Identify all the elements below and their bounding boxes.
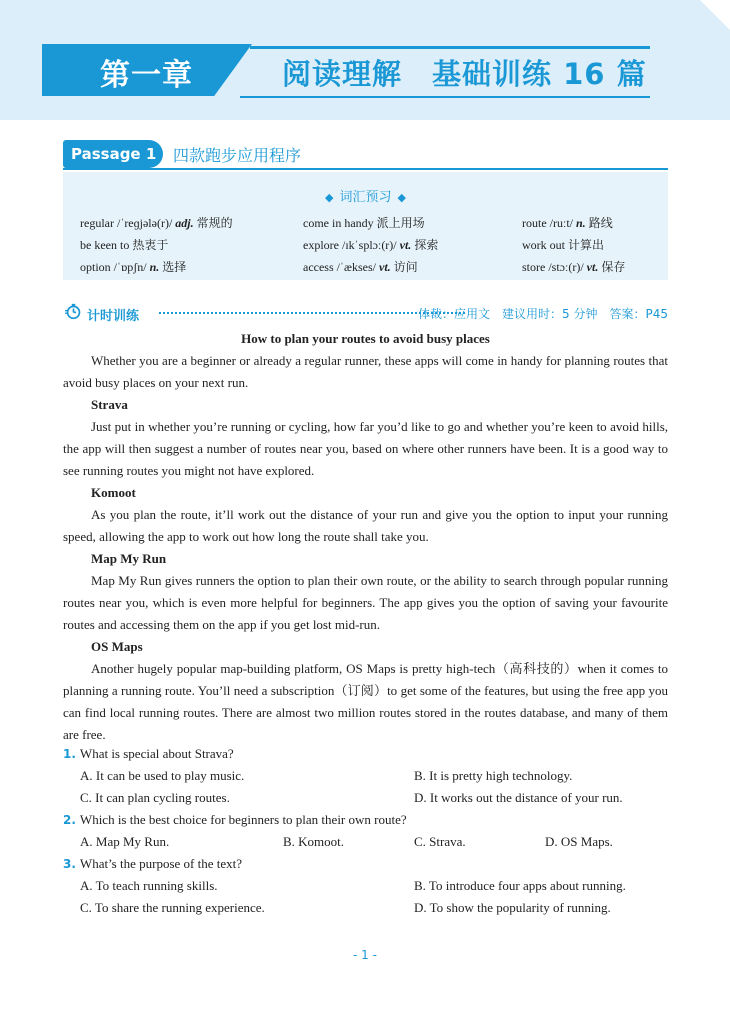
diamond-icon: ◆ — [325, 191, 334, 204]
chapter-label: 第一章 — [100, 58, 193, 93]
vocab-item — [303, 214, 425, 231]
vocab-meaning: 路线 — [588, 216, 613, 230]
article — [63, 328, 668, 746]
question-text: Which is the best choice for beginners to plan their own route? — [79, 812, 407, 827]
vocab-word: option — [80, 260, 111, 274]
vocab-item — [522, 258, 625, 275]
option-row — [63, 765, 668, 787]
article-intro: Whether you are a beginner or already a regular runner, these apps will come in handy for planning routes that avoid busy places on your next run. — [63, 353, 668, 390]
vocab-meaning: 热衷于 — [132, 238, 169, 252]
vocab-item — [303, 258, 418, 275]
option-c[interactable]: C. To share the running experience. — [80, 900, 265, 915]
vocab-item — [522, 214, 613, 231]
question-number: 3. — [63, 857, 76, 871]
vocab-word: route — [522, 216, 547, 230]
vocab-pos: vt. — [399, 238, 412, 252]
option-a[interactable]: A. To teach running skills. — [80, 878, 218, 893]
vocab-phonetic: /ɪkˈsplɔː(r)/ — [341, 238, 397, 252]
article-title: How to plan your routes to avoid busy places — [241, 331, 490, 346]
option-c[interactable]: C. It can plan cycling routes. — [80, 790, 230, 805]
passage-header — [63, 140, 668, 168]
section-heading: Map My Run — [91, 551, 167, 566]
vocab-pos: vt. — [586, 260, 599, 274]
vocab-meaning: 访问 — [393, 260, 418, 274]
header-corner-cut — [700, 0, 730, 30]
vocab-word: be keen to — [80, 238, 130, 252]
option-b[interactable]: B. To introduce four apps about running. — [414, 878, 626, 893]
page-title-part2: 基础训练 16 篇 — [432, 57, 647, 91]
question-text: What is special about Strava? — [79, 746, 234, 761]
vocab-meaning: 常规的 — [196, 216, 233, 230]
diamond-icon: ◆ — [397, 191, 406, 204]
section-text: As you plan the route, it’ll work out the distance of your run and give you the option to input your running speed, allowing the app to work out how long the route shall take you. — [63, 507, 668, 544]
option-b[interactable]: B. Komoot. — [283, 834, 345, 849]
vocab-pos: n. — [576, 216, 586, 230]
vocab-pos: adj. — [175, 216, 194, 230]
timer-row — [63, 302, 668, 324]
vocab-phonetic: /stɔː(r)/ — [548, 260, 584, 274]
vocab-word: access — [303, 260, 334, 274]
section-text: Just put in whether you’re running or cycling, how far you’d like to go and whether you’re keen to avoid hills, the app will then suggest a number of routes near you, based on where other runners have been. It is a good way to see running routes you might not have explored. — [63, 419, 668, 478]
vocab-meaning: 探索 — [414, 238, 439, 252]
section-heading: OS Maps — [91, 639, 143, 654]
vocab-word: come in handy — [303, 216, 374, 230]
stopwatch-icon — [65, 303, 82, 320]
genre-label: 体裁：应用文 — [418, 307, 491, 321]
vocab-item — [80, 236, 168, 253]
vocab-word: regular — [80, 216, 114, 230]
vocab-phonetic: /ruːt/ — [549, 216, 573, 230]
vocab-item — [80, 214, 233, 231]
question-stem — [63, 743, 668, 765]
vocab-heading — [63, 186, 668, 205]
option-row — [63, 897, 668, 919]
question-stem — [63, 853, 668, 875]
option-row — [63, 787, 668, 809]
vocab-phonetic: /ˈreɡjələ(r)/ — [116, 216, 173, 230]
header-bottom-rule — [240, 96, 650, 98]
vocab-heading-text: 词汇预习 — [339, 190, 392, 205]
vocab-word: work out — [522, 238, 565, 252]
passage-tag: Passage 1 — [63, 140, 163, 168]
vocab-item — [303, 236, 438, 253]
option-b[interactable]: B. It is pretty high technology. — [414, 768, 573, 783]
vocab-item — [522, 236, 604, 253]
option-c[interactable]: C. Strava. — [414, 834, 466, 849]
option-row — [63, 831, 668, 853]
vocab-meaning: 派上用场 — [376, 216, 425, 230]
vocab-word: store — [522, 260, 546, 274]
option-d[interactable]: D. To show the popularity of running. — [414, 900, 611, 915]
vocab-phonetic: /ˈɒpʃn/ — [113, 260, 147, 274]
section-heading: Komoot — [91, 485, 136, 500]
timer-meta — [406, 305, 668, 322]
suggested-time: 建议用时：5 分钟 — [502, 307, 598, 321]
vocab-item — [80, 258, 186, 275]
question-stem — [63, 809, 668, 831]
option-d[interactable]: D. It works out the distance of your run. — [414, 790, 623, 805]
option-a[interactable]: A. Map My Run. — [80, 834, 170, 849]
vocab-phonetic: /ˈækses/ — [336, 260, 376, 274]
option-row — [63, 875, 668, 897]
header-top-rule — [250, 46, 650, 49]
vocab-meaning: 保存 — [601, 260, 626, 274]
vocab-meaning: 计算出 — [568, 238, 605, 252]
vocab-word: explore — [303, 238, 339, 252]
question-text: What’s the purpose of the text? — [79, 856, 243, 871]
page-number: - 1 - — [353, 948, 377, 962]
page-title-part1: 阅读理解 — [282, 57, 403, 91]
question-number: 1. — [63, 747, 76, 761]
section-text: Map My Run gives runners the option to plan their own route, or the ability to search through popular running routes near you, which is even more helpful for beginners. The app gives you the option of saving your favourite routes and accessing them on the app if you get lost mid-run. — [63, 573, 668, 632]
vocab-pos: n. — [149, 260, 160, 274]
answer-ref: 答案：P45 — [609, 307, 668, 321]
option-a[interactable]: A. It can be used to play music. — [80, 768, 245, 783]
page-title — [282, 52, 647, 93]
question-number: 2. — [63, 813, 76, 827]
vocab-pos: vt. — [379, 260, 391, 274]
section-heading: Strava — [91, 397, 128, 412]
section-text: Another hugely popular map-building platform, OS Maps is pretty high-tech（高科技的）when it comes to planning a running route. You’ll need a subscription（订阅）to get some of the features, but using the free app you can find local running routes. There are almost two million routes stored in the routes database, and many of them are free. — [63, 661, 668, 742]
vocab-meaning: 选择 — [162, 260, 187, 274]
vocab-box — [63, 172, 668, 280]
questions — [63, 743, 668, 919]
passage-underline — [63, 168, 668, 170]
timer-label: 计时训练 — [87, 309, 140, 324]
passage-title: 四款跑步应用程序 — [173, 146, 302, 165]
option-d[interactable]: D. OS Maps. — [545, 834, 613, 849]
